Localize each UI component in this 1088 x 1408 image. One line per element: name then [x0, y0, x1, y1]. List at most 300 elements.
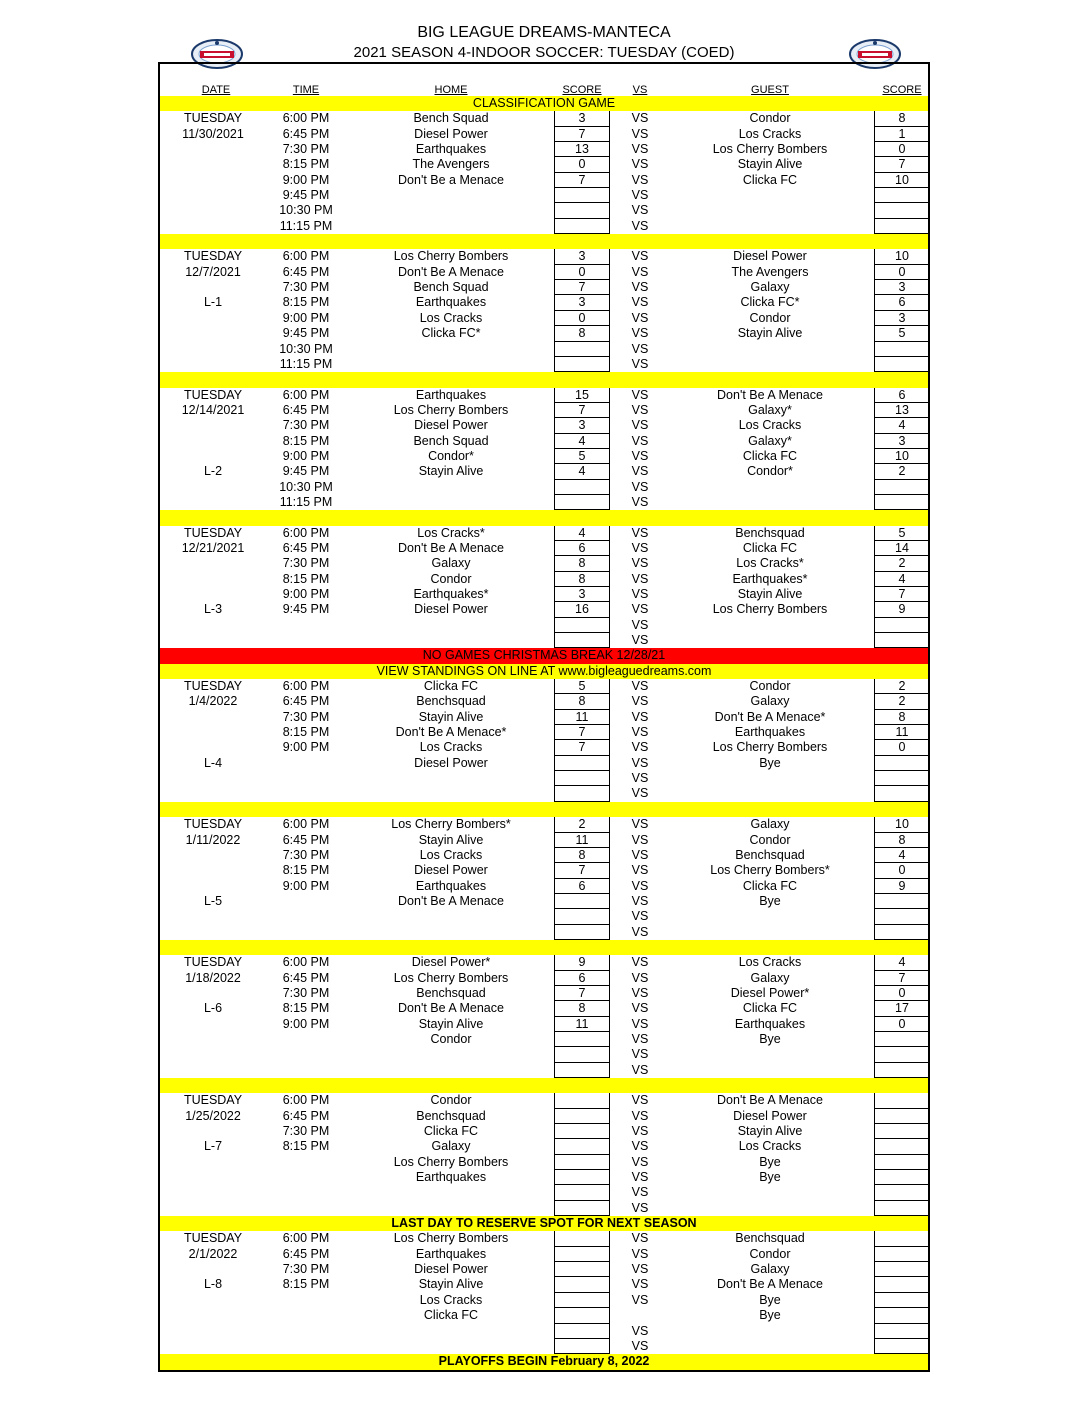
guest-team-cell: Los Cracks [738, 126, 802, 141]
table-row [160, 403, 928, 418]
time-cell [266, 756, 346, 771]
date-cell: 12/7/2021 [185, 264, 241, 279]
home-score-cell [554, 1139, 610, 1154]
guest-score-cell [874, 1109, 930, 1124]
date-cell: 1/25/2022 [185, 1108, 241, 1123]
guest-team-cell [680, 771, 860, 786]
home-team-cell [366, 909, 536, 924]
guest-score-cell: 14 [874, 541, 930, 556]
date-cell: 12/14/2021 [181, 402, 245, 417]
col-score-guest: SCORE [882, 84, 922, 96]
home-score-cell [554, 1093, 610, 1108]
guest-score-cell [874, 1032, 930, 1047]
col-time: TIME [292, 84, 320, 96]
table-row [160, 909, 928, 924]
vs-cell: VS [631, 1124, 649, 1139]
guest-score-cell [874, 1170, 930, 1185]
home-score-cell: 3 [554, 111, 610, 126]
guest-score-cell: 0 [874, 986, 930, 1001]
home-team-cell: Earthquakes [415, 1170, 487, 1185]
home-score-cell: 11 [554, 833, 610, 848]
date-cell [160, 1063, 266, 1078]
home-team-cell [366, 618, 536, 633]
table-row [160, 1063, 928, 1078]
home-team-cell: Earthquakes* [413, 587, 489, 601]
table-row [160, 756, 928, 771]
home-team-cell [366, 342, 536, 357]
guest-score-cell [874, 1124, 930, 1139]
date-cell: L-1 [203, 295, 223, 310]
guest-team-cell: Earthquakes [734, 725, 806, 740]
vs-cell: VS [631, 525, 649, 540]
home-team-cell: Clicka FC* [421, 326, 481, 341]
home-score-cell [554, 633, 610, 648]
section-banner [160, 1078, 928, 1093]
guest-team-cell: Stayin Alive [737, 1124, 803, 1139]
date-cell [160, 142, 266, 157]
schedule-sheet [158, 62, 930, 1372]
date-cell: TUESDAY [183, 955, 243, 970]
home-score-cell [554, 756, 610, 771]
home-team-cell: Clicka FC [423, 1308, 479, 1323]
home-score-cell: 3 [554, 587, 610, 602]
table-row [160, 986, 928, 1001]
guest-team-cell [680, 495, 860, 510]
guest-team-cell [680, 925, 860, 940]
home-score-cell: 0 [554, 157, 610, 172]
date-cell [160, 725, 266, 740]
home-team-cell [366, 357, 536, 372]
guest-score-cell: 11 [874, 725, 930, 740]
time-cell: 7:30 PM [282, 1124, 330, 1139]
home-score-cell: 8 [554, 1001, 610, 1016]
time-cell [266, 786, 346, 801]
time-cell: 6:45 PM [282, 402, 330, 417]
home-score-cell: 16 [554, 602, 610, 617]
guest-team-cell [680, 1185, 860, 1200]
table-row [160, 464, 928, 479]
table-row [160, 771, 928, 786]
col-guest: GUEST [751, 84, 789, 96]
time-cell: 8:15 PM [282, 863, 330, 878]
date-cell [160, 1017, 266, 1032]
time-cell: 6:00 PM [282, 955, 330, 970]
home-score-cell [554, 771, 610, 786]
time-cell: 9:45 PM [282, 602, 330, 617]
home-score-cell: 13 [554, 142, 610, 157]
home-team-cell: Los Cracks [419, 1292, 483, 1307]
home-score-cell: 7 [554, 280, 610, 295]
table-row [160, 1201, 928, 1216]
guest-team-cell: Galaxy [750, 1262, 790, 1277]
vs-cell: VS [631, 479, 649, 494]
guest-score-cell: 2 [874, 464, 930, 479]
guest-score-cell [874, 786, 930, 801]
table-row [160, 526, 928, 541]
vs-cell: VS [631, 924, 649, 939]
home-team-cell [366, 219, 536, 234]
date-cell [160, 1293, 266, 1308]
table-row [160, 1155, 928, 1170]
home-team-cell: Earthquakes [415, 142, 487, 157]
home-score-cell [554, 188, 610, 203]
date-cell: 1/4/2022 [188, 694, 238, 709]
home-score-cell: 0 [554, 311, 610, 326]
guest-score-cell [874, 1277, 930, 1292]
home-score-cell: 7 [554, 986, 610, 1001]
home-team-cell: Don't Be A Menace [398, 540, 504, 555]
guest-score-cell [874, 1201, 930, 1216]
date-cell [160, 449, 266, 464]
table-row [160, 633, 928, 648]
vs-cell: VS [631, 418, 649, 433]
table-row [160, 1124, 928, 1139]
home-score-cell [554, 1324, 610, 1339]
guest-team-cell: Bye [759, 893, 781, 908]
vs-cell: VS [631, 1154, 649, 1169]
table-row [160, 142, 928, 157]
table-row [160, 618, 928, 633]
home-team-cell: Bench Squad [413, 111, 489, 126]
time-cell: 8:15 PM [282, 157, 330, 172]
date-cell [160, 418, 266, 433]
guest-team-cell: Clicka FC [742, 172, 798, 187]
date-cell: L-5 [203, 893, 223, 908]
date-cell [160, 1124, 266, 1139]
home-score-cell [554, 1109, 610, 1124]
guest-team-cell: Galaxy [750, 817, 790, 832]
vs-cell: VS [631, 893, 649, 908]
time-cell: 9:45 PM [282, 326, 330, 341]
guest-team-cell [680, 188, 860, 203]
home-score-cell [554, 495, 610, 510]
vs-cell: VS [631, 633, 649, 648]
home-score-cell: 8 [554, 694, 610, 709]
vs-cell: VS [631, 1062, 649, 1077]
home-score-cell: 7 [554, 403, 610, 418]
vs-cell: VS [631, 1047, 649, 1062]
guest-score-cell [874, 342, 930, 357]
time-cell: 6:45 PM [282, 126, 330, 141]
date-cell [160, 909, 266, 924]
table-row [160, 786, 928, 801]
time-cell [266, 1308, 346, 1323]
guest-team-cell: Clicka FC [742, 878, 798, 893]
time-cell [266, 1063, 346, 1078]
time-cell: 7:30 PM [282, 556, 330, 571]
home-team-cell: Stayin Alive [418, 832, 484, 847]
guest-team-cell: Benchsquad [735, 525, 805, 540]
vs-cell: VS [631, 1001, 649, 1016]
vs-cell: VS [631, 1170, 649, 1185]
home-score-cell: 6 [554, 541, 610, 556]
home-score-cell: 8 [554, 326, 610, 341]
home-team-cell: Diesel Power [414, 1262, 488, 1277]
table-row [160, 679, 928, 694]
home-score-cell: 5 [554, 449, 610, 464]
date-cell: TUESDAY [183, 1231, 243, 1246]
home-team-cell: Galaxy [431, 556, 471, 571]
guest-score-cell: 7 [874, 587, 930, 602]
date-cell [160, 157, 266, 172]
time-cell: 10:30 PM [279, 479, 333, 494]
time-cell: 9:00 PM [282, 1016, 330, 1031]
guest-score-cell [874, 480, 930, 495]
date-cell [160, 848, 266, 863]
vs-cell: VS [631, 817, 649, 832]
guest-score-cell [874, 756, 930, 771]
home-team-cell: Stayin Alive [418, 464, 484, 479]
time-cell: 9:45 PM [282, 188, 330, 203]
guest-score-cell [874, 1324, 930, 1339]
guest-team-cell: Los Cracks [738, 1139, 802, 1154]
time-cell [266, 925, 346, 940]
time-cell: 11:15 PM [279, 218, 333, 233]
date-cell [160, 710, 266, 725]
vs-cell: VS [631, 111, 649, 126]
time-cell: 6:45 PM [282, 264, 330, 279]
home-score-cell: 15 [554, 388, 610, 403]
guest-team-cell: Benchsquad [735, 1231, 805, 1246]
vs-cell: VS [631, 126, 649, 141]
vs-cell: VS [631, 955, 649, 970]
guest-score-cell [874, 188, 930, 203]
time-cell: 8:15 PM [282, 1001, 330, 1016]
vs-cell: VS [631, 1231, 649, 1246]
page-title: BIG LEAGUE DREAMS-MANTECA [417, 24, 671, 41]
guest-score-cell: 3 [874, 311, 930, 326]
vs-cell: VS [631, 970, 649, 985]
table-row [160, 388, 928, 403]
vs-cell: VS [631, 909, 649, 924]
table-row [160, 1032, 928, 1047]
section-banner: VIEW STANDINGS ON LINE AT www.bigleaguedreams.com [160, 664, 928, 679]
guest-score-cell [874, 1155, 930, 1170]
guest-score-cell: 4 [874, 848, 930, 863]
guest-team-cell: Galaxy* [748, 433, 792, 448]
vs-cell: VS [631, 448, 649, 463]
table-row [160, 556, 928, 571]
time-cell: 7:30 PM [282, 709, 330, 724]
time-cell: 8:15 PM [282, 571, 330, 586]
col-score-home: SCORE [562, 84, 602, 96]
home-score-cell [554, 357, 610, 372]
time-cell: 6:45 PM [282, 970, 330, 985]
table-row [160, 203, 928, 218]
guest-score-cell: 0 [874, 265, 930, 280]
date-cell: L-4 [203, 755, 223, 770]
date-cell [160, 173, 266, 188]
date-cell [160, 618, 266, 633]
time-cell [266, 1032, 346, 1047]
vs-cell: VS [631, 617, 649, 632]
time-cell: 9:00 PM [282, 448, 330, 463]
time-cell: 6:45 PM [282, 1246, 330, 1261]
vs-cell: VS [631, 679, 649, 694]
date-cell [160, 572, 266, 587]
guest-score-cell: 0 [874, 1017, 930, 1032]
vs-cell: VS [631, 172, 649, 187]
home-team-cell: Benchsquad [416, 985, 486, 1000]
home-team-cell: Stayin Alive [418, 1277, 484, 1292]
table-row [160, 1185, 928, 1200]
table-row [160, 1047, 928, 1062]
vs-cell: VS [631, 157, 649, 172]
home-score-cell [554, 1231, 610, 1246]
home-team-cell: Stayin Alive [418, 1016, 484, 1031]
date-cell: L-3 [203, 602, 223, 617]
time-cell [266, 633, 346, 648]
vs-cell: VS [631, 326, 649, 341]
guest-team-cell: Stayin Alive [737, 157, 803, 172]
time-cell: 11:15 PM [279, 494, 333, 509]
home-score-cell: 7 [554, 725, 610, 740]
home-score-cell [554, 480, 610, 495]
vs-cell: VS [631, 464, 649, 479]
vs-cell: VS [631, 1016, 649, 1031]
guest-score-cell: 4 [874, 418, 930, 433]
time-cell: 6:00 PM [282, 387, 330, 402]
guest-score-cell [874, 1047, 930, 1062]
table-row [160, 111, 928, 126]
time-cell [266, 1293, 346, 1308]
home-team-cell: Condor* [428, 448, 474, 463]
guest-team-cell: Don't Be A Menace [717, 387, 823, 402]
home-score-cell: 4 [554, 464, 610, 479]
schedule-rows [160, 96, 928, 1370]
vs-cell: VS [631, 771, 649, 786]
home-score-cell: 8 [554, 848, 610, 863]
home-team-cell: Don't Be A Menace* [395, 725, 507, 740]
guest-team-cell: Diesel Power [733, 249, 807, 264]
vs-cell: VS [631, 709, 649, 724]
date-cell [160, 786, 266, 801]
guest-team-cell: Los Cherry Bombers [712, 142, 828, 157]
guest-team-cell: Condor [749, 679, 791, 694]
guest-team-cell [680, 1201, 860, 1216]
table-row [160, 449, 928, 464]
date-cell: 2/1/2022 [188, 1246, 238, 1261]
guest-score-cell [874, 1339, 930, 1354]
home-score-cell [554, 1155, 610, 1170]
date-cell [160, 740, 266, 755]
time-cell: 6:00 PM [282, 525, 330, 540]
vs-cell: VS [631, 694, 649, 709]
guest-team-cell: Don't Be A Menace* [714, 709, 826, 724]
guest-score-cell [874, 1093, 930, 1108]
vs-cell: VS [631, 1108, 649, 1123]
guest-score-cell: 9 [874, 879, 930, 894]
vs-cell: VS [631, 249, 649, 264]
date-cell [160, 1324, 266, 1339]
home-team-cell [366, 188, 536, 203]
home-team-cell: Diesel Power* [411, 955, 491, 970]
home-team-cell [366, 1339, 536, 1354]
guest-score-cell: 0 [874, 142, 930, 157]
date-cell: L-8 [203, 1277, 223, 1292]
table-row [160, 863, 928, 878]
table-row [160, 295, 928, 310]
guest-team-cell: Galaxy [750, 970, 790, 985]
time-cell: 10:30 PM [279, 203, 333, 218]
vs-cell: VS [631, 985, 649, 1000]
home-team-cell [366, 495, 536, 510]
guest-team-cell: Bye [759, 1154, 781, 1169]
guest-team-cell: Los Cracks [738, 418, 802, 433]
table-row [160, 173, 928, 188]
home-score-cell: 6 [554, 971, 610, 986]
vs-cell: VS [631, 602, 649, 617]
guest-score-cell: 8 [874, 710, 930, 725]
home-team-cell [366, 1324, 536, 1339]
vs-cell: VS [631, 433, 649, 448]
date-cell [160, 280, 266, 295]
time-cell: 7:30 PM [282, 280, 330, 295]
home-score-cell: 11 [554, 1017, 610, 1032]
time-cell [266, 1047, 346, 1062]
home-team-cell: Don't Be A Menace [398, 893, 504, 908]
guest-score-cell [874, 203, 930, 218]
vs-cell: VS [631, 1338, 649, 1353]
time-cell: 6:45 PM [282, 694, 330, 709]
guest-score-cell: 2 [874, 694, 930, 709]
home-team-cell: Earthquakes [415, 387, 487, 402]
home-team-cell: Diesel Power [414, 863, 488, 878]
guest-score-cell [874, 1293, 930, 1308]
vs-cell: VS [631, 295, 649, 310]
guest-score-cell [874, 1185, 930, 1200]
guest-score-cell: 7 [874, 157, 930, 172]
guest-score-cell [874, 495, 930, 510]
table-row [160, 694, 928, 709]
vs-cell: VS [631, 1139, 649, 1154]
home-team-cell: Los Cherry Bombers [393, 1154, 509, 1169]
guest-score-cell: 8 [874, 111, 930, 126]
guest-team-cell [680, 1047, 860, 1062]
home-team-cell: Earthquakes [415, 878, 487, 893]
home-team-cell: Los Cherry Bombers [393, 1231, 509, 1246]
section-banner: PLAYOFFS BEGIN February 8, 2022 [160, 1354, 928, 1369]
guest-score-cell: 5 [874, 526, 930, 541]
guest-score-cell: 0 [874, 863, 930, 878]
home-score-cell [554, 1339, 610, 1354]
vs-cell: VS [631, 1246, 649, 1261]
guest-team-cell [680, 203, 860, 218]
home-score-cell: 9 [554, 955, 610, 970]
guest-score-cell: 10 [874, 817, 930, 832]
home-team-cell: Diesel Power [414, 602, 488, 617]
table-row [160, 1109, 928, 1124]
guest-score-cell [874, 618, 930, 633]
time-cell: 8:15 PM [282, 433, 330, 448]
table-row [160, 249, 928, 264]
guest-score-cell: 8 [874, 833, 930, 848]
vs-cell: VS [631, 142, 649, 157]
guest-team-cell: Don't Be A Menace [717, 1277, 823, 1292]
vs-cell: VS [631, 863, 649, 878]
vs-cell: VS [631, 847, 649, 862]
vs-cell: VS [631, 1093, 649, 1108]
guest-team-cell [680, 1063, 860, 1078]
table-row [160, 219, 928, 234]
home-team-cell: Clicka FC [423, 1124, 479, 1139]
vs-cell: VS [631, 540, 649, 555]
guest-team-cell: Bye [759, 1292, 781, 1307]
time-cell [266, 1155, 346, 1170]
time-cell [266, 909, 346, 924]
table-row [160, 342, 928, 357]
home-score-cell [554, 219, 610, 234]
